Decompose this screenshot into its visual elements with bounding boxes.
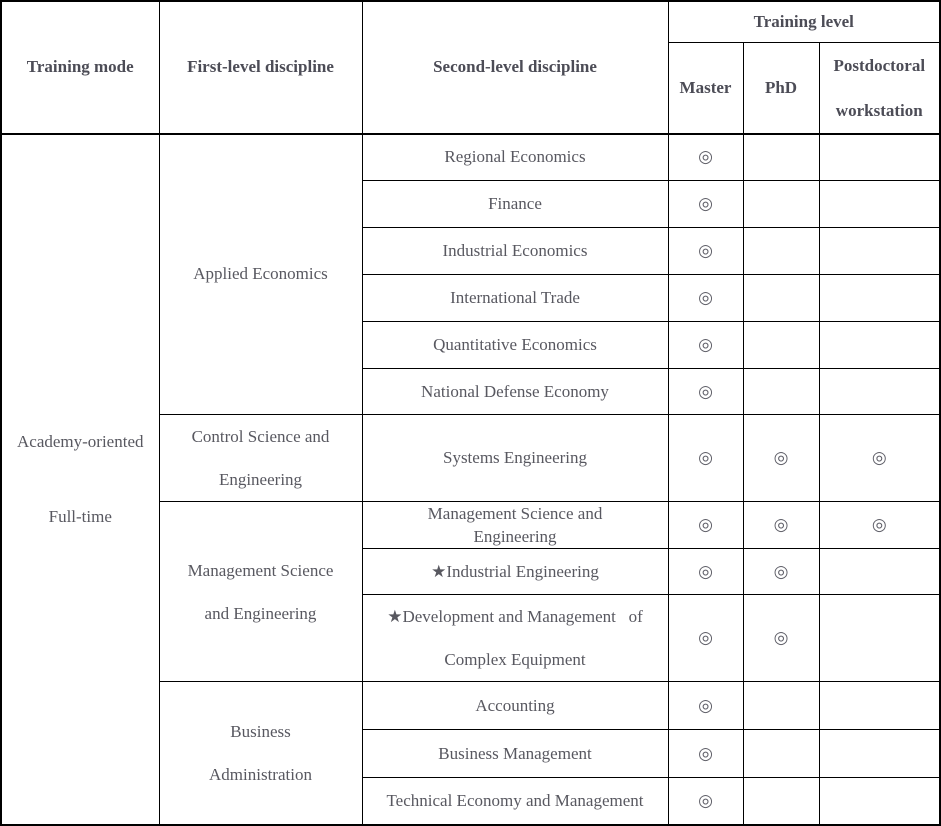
col-header-postdoctoral-workstation bbox=[819, 42, 940, 134]
mark-phd bbox=[743, 228, 819, 275]
cell-second-level: Finance bbox=[362, 181, 668, 228]
mark-phd: ◎ bbox=[743, 595, 819, 682]
col-header-first-level-discipline: First-level discipline bbox=[159, 1, 362, 134]
mark-postdoc bbox=[819, 369, 940, 415]
mark-master: ◎ bbox=[668, 502, 743, 549]
mark-master: ◎ bbox=[668, 275, 743, 322]
table-row bbox=[1, 134, 940, 181]
cell-first-level-applied-economics: Applied Economics bbox=[159, 134, 362, 415]
workstation-line: workstation bbox=[835, 100, 923, 120]
mark-postdoc bbox=[819, 730, 940, 778]
mark-postdoc bbox=[819, 595, 940, 682]
cell-second-level: Systems Engineering bbox=[362, 415, 668, 502]
mark-postdoc bbox=[819, 228, 940, 275]
mark-phd bbox=[743, 682, 819, 730]
mark-master: ◎ bbox=[668, 228, 743, 275]
mark-postdoc bbox=[819, 778, 940, 825]
table-header bbox=[1, 1, 940, 134]
cell-second-level: National Defense Economy bbox=[362, 369, 668, 415]
mark-phd bbox=[743, 134, 819, 181]
col-header-master: Master bbox=[668, 42, 743, 134]
col-header-training-mode: Training mode bbox=[1, 1, 159, 134]
mark-phd bbox=[743, 181, 819, 228]
col-header-training-level: Training level bbox=[668, 1, 940, 42]
mark-master: ◎ bbox=[668, 595, 743, 682]
cell-second-level: ★Industrial Engineering bbox=[362, 549, 668, 595]
mark-postdoc bbox=[819, 181, 940, 228]
mark-master: ◎ bbox=[668, 322, 743, 369]
mark-phd: ◎ bbox=[743, 502, 819, 549]
mark-postdoc: ◎ bbox=[819, 502, 940, 549]
postdoctoral-line: Postdoctoral bbox=[833, 55, 926, 75]
cell-first-level-business-administration: Business Administration bbox=[159, 682, 362, 825]
cell-first-level-management-science: Management Science and Engineering bbox=[159, 502, 362, 682]
mark-phd bbox=[743, 778, 819, 825]
mark-phd: ◎ bbox=[743, 415, 819, 502]
mark-phd bbox=[743, 369, 819, 415]
mark-master: ◎ bbox=[668, 369, 743, 415]
cell-first-level-control-science: Control Science and Engineering bbox=[159, 415, 362, 502]
table-body bbox=[1, 134, 940, 825]
training-mode-line: Academy-oriented bbox=[17, 432, 144, 451]
cell-training-mode bbox=[1, 134, 159, 825]
cell-second-level: Industrial Economics bbox=[362, 228, 668, 275]
cell-second-level: Management Science and Engineering bbox=[362, 502, 668, 549]
mark-master: ◎ bbox=[668, 682, 743, 730]
mark-postdoc bbox=[819, 682, 940, 730]
mark-phd bbox=[743, 730, 819, 778]
mark-postdoc bbox=[819, 134, 940, 181]
col-header-phd: PhD bbox=[743, 42, 819, 134]
training-mode-line: Full-time bbox=[48, 507, 112, 526]
mark-master: ◎ bbox=[668, 415, 743, 502]
cell-second-level: ★Development and Management of Complex Equipment bbox=[362, 595, 668, 682]
mark-postdoc bbox=[819, 275, 940, 322]
mark-phd bbox=[743, 322, 819, 369]
cell-second-level: Business Management bbox=[362, 730, 668, 778]
cell-second-level: Accounting bbox=[362, 682, 668, 730]
mark-phd: ◎ bbox=[743, 549, 819, 595]
col-header-second-level-discipline: Second-level discipline bbox=[362, 1, 668, 134]
cell-second-level: International Trade bbox=[362, 275, 668, 322]
cell-second-level: Regional Economics bbox=[362, 134, 668, 181]
header-row-top bbox=[1, 1, 940, 42]
mark-postdoc: ◎ bbox=[819, 415, 940, 502]
mark-master: ◎ bbox=[668, 181, 743, 228]
cell-second-level: Technical Economy and Management bbox=[362, 778, 668, 825]
mark-master: ◎ bbox=[668, 134, 743, 181]
mark-postdoc bbox=[819, 549, 940, 595]
cell-second-level: Quantitative Economics bbox=[362, 322, 668, 369]
mark-master: ◎ bbox=[668, 778, 743, 825]
mark-postdoc bbox=[819, 322, 940, 369]
mark-phd bbox=[743, 275, 819, 322]
mark-master: ◎ bbox=[668, 730, 743, 778]
mark-master: ◎ bbox=[668, 549, 743, 595]
